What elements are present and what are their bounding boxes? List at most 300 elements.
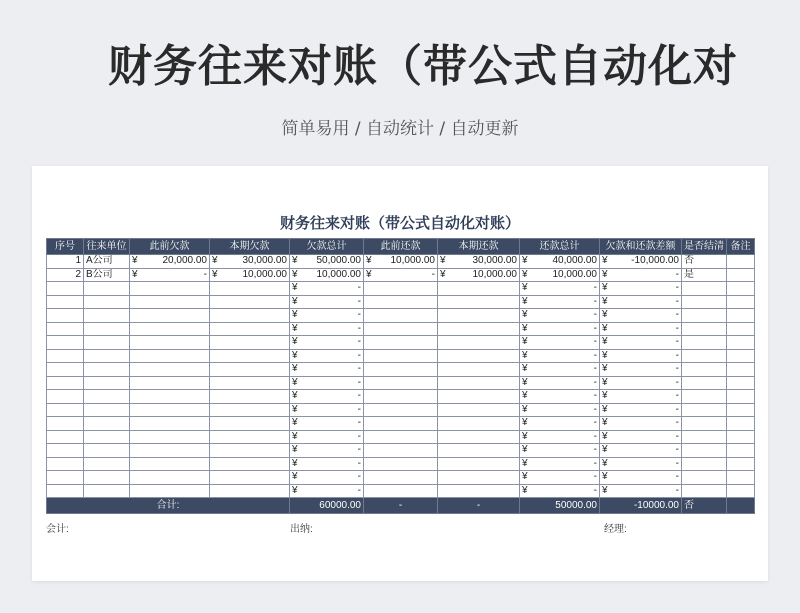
settled-cell <box>682 403 727 417</box>
counterparty-cell <box>84 349 130 363</box>
settled-cell <box>682 309 727 323</box>
cur-debt-cell <box>210 336 290 350</box>
row-number <box>47 484 84 498</box>
amount-value: - <box>593 376 597 388</box>
repay-total-cell <box>520 336 600 350</box>
prev-debt-cell <box>130 255 210 269</box>
counterparty-cell <box>84 457 130 471</box>
table-row <box>47 417 755 431</box>
prev-repay-cell <box>364 376 438 390</box>
currency-symbol: ¥ <box>366 255 372 267</box>
currency-symbol: ¥ <box>602 309 608 321</box>
amount-value: - <box>675 282 679 294</box>
diff-cell <box>600 444 682 458</box>
totals-settled: 否 <box>682 498 727 514</box>
counterparty-cell <box>84 417 130 431</box>
prev-debt-cell <box>130 376 210 390</box>
debt-total-cell <box>290 390 364 404</box>
prev-debt-cell <box>130 309 210 323</box>
currency-symbol: ¥ <box>292 403 298 415</box>
currency-symbol: ¥ <box>522 417 528 429</box>
currency-symbol: ¥ <box>602 282 608 294</box>
prev-debt-cell <box>130 282 210 296</box>
currency-symbol: ¥ <box>212 255 218 267</box>
amount-value: - <box>675 484 679 496</box>
diff-cell <box>600 349 682 363</box>
totals-row <box>47 498 755 514</box>
amount-value: - <box>357 349 361 361</box>
note-cell <box>727 376 755 390</box>
cur-debt-cell <box>210 444 290 458</box>
counterparty-cell: A公司 <box>84 255 130 269</box>
currency-symbol: ¥ <box>132 268 138 280</box>
cur-repay-cell <box>438 363 520 377</box>
row-number <box>47 376 84 390</box>
prev-repay-cell <box>364 282 438 296</box>
amount-value: - <box>357 457 361 469</box>
currency-symbol: ¥ <box>522 336 528 348</box>
currency-symbol: ¥ <box>292 322 298 334</box>
cur-debt-cell <box>210 430 290 444</box>
cur-debt-cell <box>210 390 290 404</box>
counterparty-cell <box>84 322 130 336</box>
cur-repay-cell <box>438 390 520 404</box>
debt-total-cell <box>290 484 364 498</box>
currency-symbol: ¥ <box>292 255 298 267</box>
counterparty-cell <box>84 484 130 498</box>
cur-debt-cell <box>210 417 290 431</box>
amount-value: 10,000.00 <box>552 268 597 280</box>
debt-total-cell <box>290 268 364 282</box>
prev-debt-cell <box>130 484 210 498</box>
cur-debt-cell <box>210 295 290 309</box>
note-cell <box>727 390 755 404</box>
currency-symbol: ¥ <box>602 430 608 442</box>
currency-symbol: ¥ <box>602 363 608 375</box>
cur-repay-cell <box>438 336 520 350</box>
row-number <box>47 417 84 431</box>
cashier-signature: 出纳: <box>290 524 313 535</box>
table-row <box>47 444 755 458</box>
note-cell <box>727 457 755 471</box>
currency-symbol: ¥ <box>602 471 608 483</box>
cur-debt-cell <box>210 457 290 471</box>
prev-debt-cell <box>130 295 210 309</box>
currency-symbol: ¥ <box>292 336 298 348</box>
prev-debt-cell <box>130 322 210 336</box>
amount-value: -10,000.00 <box>631 255 679 267</box>
currency-symbol: ¥ <box>522 471 528 483</box>
currency-symbol: ¥ <box>440 255 446 267</box>
currency-symbol: ¥ <box>522 484 528 496</box>
currency-symbol: ¥ <box>602 336 608 348</box>
amount-value: - <box>593 430 597 442</box>
currency-symbol: ¥ <box>602 417 608 429</box>
amount-value: - <box>593 322 597 334</box>
settled-cell <box>682 484 727 498</box>
currency-symbol: ¥ <box>602 484 608 496</box>
currency-symbol: ¥ <box>292 376 298 388</box>
cur-repay-cell <box>438 349 520 363</box>
currency-symbol: ¥ <box>292 309 298 321</box>
row-number <box>47 457 84 471</box>
amount-value: - <box>357 336 361 348</box>
currency-symbol: ¥ <box>292 417 298 429</box>
counterparty-cell <box>84 309 130 323</box>
cur-debt-cell <box>210 309 290 323</box>
column-header: 欠款和还款差额 <box>600 239 682 255</box>
currency-symbol: ¥ <box>366 268 372 280</box>
currency-symbol: ¥ <box>602 390 608 402</box>
amount-value: - <box>675 444 679 456</box>
prev-debt-cell <box>130 349 210 363</box>
counterparty-cell <box>84 336 130 350</box>
diff-cell <box>600 471 682 485</box>
amount-value: - <box>357 471 361 483</box>
amount-value: - <box>675 403 679 415</box>
currency-symbol: ¥ <box>522 376 528 388</box>
prev-repay-cell <box>364 457 438 471</box>
amount-value: - <box>357 403 361 415</box>
diff-cell <box>600 403 682 417</box>
cur-repay-cell <box>438 282 520 296</box>
amount-value: - <box>593 363 597 375</box>
amount-value: - <box>675 268 679 280</box>
diff-cell <box>600 322 682 336</box>
cur-repay-cell <box>438 471 520 485</box>
table-row <box>47 471 755 485</box>
repay-total-cell <box>520 417 600 431</box>
prev-debt-cell <box>130 336 210 350</box>
totals-debt-total: 60000.00 <box>290 498 364 514</box>
cur-debt-cell <box>210 403 290 417</box>
prev-repay-cell <box>364 363 438 377</box>
debt-total-cell <box>290 457 364 471</box>
totals-diff: -10000.00 <box>600 498 682 514</box>
prev-repay-cell <box>364 430 438 444</box>
note-cell <box>727 484 755 498</box>
note-cell <box>727 336 755 350</box>
table-row <box>47 484 755 498</box>
cur-repay-cell <box>438 295 520 309</box>
row-number <box>47 349 84 363</box>
note-cell <box>727 309 755 323</box>
note-cell <box>727 255 755 269</box>
diff-cell <box>600 268 682 282</box>
currency-symbol: ¥ <box>440 268 446 280</box>
amount-value: - <box>593 282 597 294</box>
table-row <box>47 390 755 404</box>
column-header: 往来单位 <box>84 239 130 255</box>
amount-value: 20,000.00 <box>162 255 207 267</box>
prev-debt-cell <box>130 457 210 471</box>
cur-repay-cell <box>438 430 520 444</box>
page-subtitle: 简单易用 / 自动统计 / 自动更新 <box>281 119 519 139</box>
currency-symbol: ¥ <box>522 295 528 307</box>
column-header: 本期还款 <box>438 239 520 255</box>
table-row <box>47 403 755 417</box>
currency-symbol: ¥ <box>602 457 608 469</box>
diff-cell <box>600 430 682 444</box>
counterparty-cell <box>84 295 130 309</box>
diff-cell <box>600 336 682 350</box>
currency-symbol: ¥ <box>522 363 528 375</box>
column-header: 备注 <box>727 239 755 255</box>
debt-total-cell <box>290 322 364 336</box>
debt-total-cell <box>290 471 364 485</box>
debt-total-cell <box>290 309 364 323</box>
table-row <box>47 309 755 323</box>
settled-cell <box>682 363 727 377</box>
amount-value: - <box>675 349 679 361</box>
amount-value: 10,000.00 <box>242 268 287 280</box>
row-number <box>47 444 84 458</box>
currency-symbol: ¥ <box>602 268 608 280</box>
prev-repay-cell <box>364 322 438 336</box>
diff-cell <box>600 457 682 471</box>
totals-label: 合计: <box>47 498 290 514</box>
cur-repay-cell <box>438 322 520 336</box>
row-number: 1 <box>47 255 84 269</box>
prev-repay-cell <box>364 403 438 417</box>
table-row <box>47 457 755 471</box>
totals-cur-repay: - <box>438 498 520 514</box>
amount-value: - <box>357 417 361 429</box>
amount-value: - <box>357 376 361 388</box>
amount-value: - <box>357 322 361 334</box>
note-cell <box>727 417 755 431</box>
currency-symbol: ¥ <box>602 295 608 307</box>
amount-value: 30,000.00 <box>472 255 517 267</box>
amount-value: - <box>593 390 597 402</box>
sheet-title: 财务往来对账（带公式自动化对账） <box>279 214 520 232</box>
diff-cell <box>600 295 682 309</box>
header-row <box>47 239 755 255</box>
currency-symbol: ¥ <box>292 430 298 442</box>
repay-total-cell <box>520 403 600 417</box>
repay-total-cell <box>520 363 600 377</box>
prev-debt-cell <box>130 417 210 431</box>
row-number: 2 <box>47 268 84 282</box>
cur-debt-cell <box>210 484 290 498</box>
currency-symbol: ¥ <box>522 255 528 267</box>
cur-debt-cell <box>210 282 290 296</box>
column-header: 此前欠款 <box>130 239 210 255</box>
amount-value: - <box>675 376 679 388</box>
note-cell <box>727 282 755 296</box>
cur-repay-cell <box>438 255 520 269</box>
prev-debt-cell <box>130 403 210 417</box>
debt-total-cell <box>290 403 364 417</box>
cur-debt-cell <box>210 322 290 336</box>
repay-total-cell <box>520 376 600 390</box>
column-header: 本期欠款 <box>210 239 290 255</box>
counterparty-cell <box>84 471 130 485</box>
repay-total-cell <box>520 282 600 296</box>
amount-value: - <box>675 390 679 402</box>
repay-total-cell <box>520 444 600 458</box>
amount-value: - <box>357 444 361 456</box>
amount-value: - <box>593 457 597 469</box>
amount-value: - <box>593 484 597 496</box>
row-number <box>47 363 84 377</box>
prev-repay-cell <box>364 349 438 363</box>
prev-debt-cell <box>130 268 210 282</box>
currency-symbol: ¥ <box>602 444 608 456</box>
table-row <box>47 376 755 390</box>
debt-total-cell <box>290 444 364 458</box>
row-number <box>47 282 84 296</box>
debt-total-cell <box>290 430 364 444</box>
currency-symbol: ¥ <box>292 444 298 456</box>
amount-value: - <box>203 268 207 280</box>
currency-symbol: ¥ <box>292 363 298 375</box>
prev-debt-cell <box>130 390 210 404</box>
amount-value: - <box>675 457 679 469</box>
column-header: 序号 <box>47 239 84 255</box>
prev-repay-cell <box>364 268 438 282</box>
counterparty-cell <box>84 403 130 417</box>
currency-symbol: ¥ <box>522 403 528 415</box>
diff-cell <box>600 309 682 323</box>
settled-cell: 是 <box>682 268 727 282</box>
page-title: 财务往来对账（带公式自动化对 <box>108 41 738 92</box>
column-header: 此前还款 <box>364 239 438 255</box>
prev-repay-cell <box>364 255 438 269</box>
settled-cell <box>682 295 727 309</box>
amount-value: 50,000.00 <box>316 255 361 267</box>
row-number <box>47 322 84 336</box>
amount-value: - <box>593 417 597 429</box>
amount-value: - <box>675 295 679 307</box>
diff-cell <box>600 417 682 431</box>
diff-cell <box>600 363 682 377</box>
amount-value: - <box>675 430 679 442</box>
cur-repay-cell <box>438 484 520 498</box>
row-number <box>47 295 84 309</box>
table-row <box>47 282 755 296</box>
table-row <box>47 336 755 350</box>
diff-cell <box>600 282 682 296</box>
repay-total-cell <box>520 430 600 444</box>
currency-symbol: ¥ <box>292 295 298 307</box>
amount-value: - <box>675 363 679 375</box>
repay-total-cell <box>520 457 600 471</box>
row-number <box>47 336 84 350</box>
debt-total-cell <box>290 255 364 269</box>
debt-total-cell <box>290 376 364 390</box>
totals-repay-total: 50000.00 <box>520 498 600 514</box>
manager-signature: 经理: <box>604 524 627 535</box>
currency-symbol: ¥ <box>132 255 138 267</box>
repay-total-cell <box>520 309 600 323</box>
amount-value: - <box>675 471 679 483</box>
currency-symbol: ¥ <box>292 471 298 483</box>
ledger-table <box>46 238 755 514</box>
row-number <box>47 471 84 485</box>
amount-value: - <box>357 282 361 294</box>
settled-cell <box>682 430 727 444</box>
amount-value: - <box>357 430 361 442</box>
settled-cell <box>682 457 727 471</box>
note-cell <box>727 471 755 485</box>
amount-value: - <box>593 309 597 321</box>
currency-symbol: ¥ <box>602 376 608 388</box>
currency-symbol: ¥ <box>602 322 608 334</box>
settled-cell: 否 <box>682 255 727 269</box>
cur-repay-cell <box>438 309 520 323</box>
table-row <box>47 255 755 269</box>
amount-value: - <box>357 363 361 375</box>
counterparty-cell: B公司 <box>84 268 130 282</box>
amount-value: 30,000.00 <box>242 255 287 267</box>
currency-symbol: ¥ <box>522 430 528 442</box>
diff-cell <box>600 390 682 404</box>
currency-symbol: ¥ <box>292 349 298 361</box>
amount-value: - <box>357 484 361 496</box>
amount-value: 10,000.00 <box>390 255 435 267</box>
settled-cell <box>682 349 727 363</box>
cur-debt-cell <box>210 268 290 282</box>
amount-value: 10,000.00 <box>472 268 517 280</box>
debt-total-cell <box>290 282 364 296</box>
prev-repay-cell <box>364 484 438 498</box>
currency-symbol: ¥ <box>602 255 608 267</box>
currency-symbol: ¥ <box>522 457 528 469</box>
amount-value: - <box>593 336 597 348</box>
cur-debt-cell <box>210 255 290 269</box>
settled-cell <box>682 417 727 431</box>
counterparty-cell <box>84 282 130 296</box>
amount-value: - <box>593 403 597 415</box>
settled-cell <box>682 376 727 390</box>
prev-repay-cell <box>364 309 438 323</box>
amount-value: 10,000.00 <box>316 268 361 280</box>
currency-symbol: ¥ <box>522 322 528 334</box>
amount-value: - <box>675 322 679 334</box>
prev-repay-cell <box>364 444 438 458</box>
spreadsheet-preview <box>32 166 768 581</box>
currency-symbol: ¥ <box>602 403 608 415</box>
prev-repay-cell <box>364 295 438 309</box>
row-number <box>47 309 84 323</box>
amount-value: - <box>675 336 679 348</box>
note-cell <box>727 322 755 336</box>
note-cell <box>727 444 755 458</box>
counterparty-cell <box>84 430 130 444</box>
repay-total-cell <box>520 322 600 336</box>
table-row <box>47 295 755 309</box>
currency-symbol: ¥ <box>212 268 218 280</box>
cur-repay-cell <box>438 268 520 282</box>
counterparty-cell <box>84 376 130 390</box>
debt-total-cell <box>290 363 364 377</box>
cur-repay-cell <box>438 403 520 417</box>
diff-cell <box>600 484 682 498</box>
cur-debt-cell <box>210 363 290 377</box>
currency-symbol: ¥ <box>292 268 298 280</box>
debt-total-cell <box>290 417 364 431</box>
settled-cell <box>682 282 727 296</box>
counterparty-cell <box>84 390 130 404</box>
prev-debt-cell <box>130 430 210 444</box>
currency-symbol: ¥ <box>522 390 528 402</box>
prev-repay-cell <box>364 417 438 431</box>
amount-value: - <box>593 444 597 456</box>
amount-value: - <box>593 471 597 483</box>
currency-symbol: ¥ <box>522 282 528 294</box>
row-number <box>47 390 84 404</box>
